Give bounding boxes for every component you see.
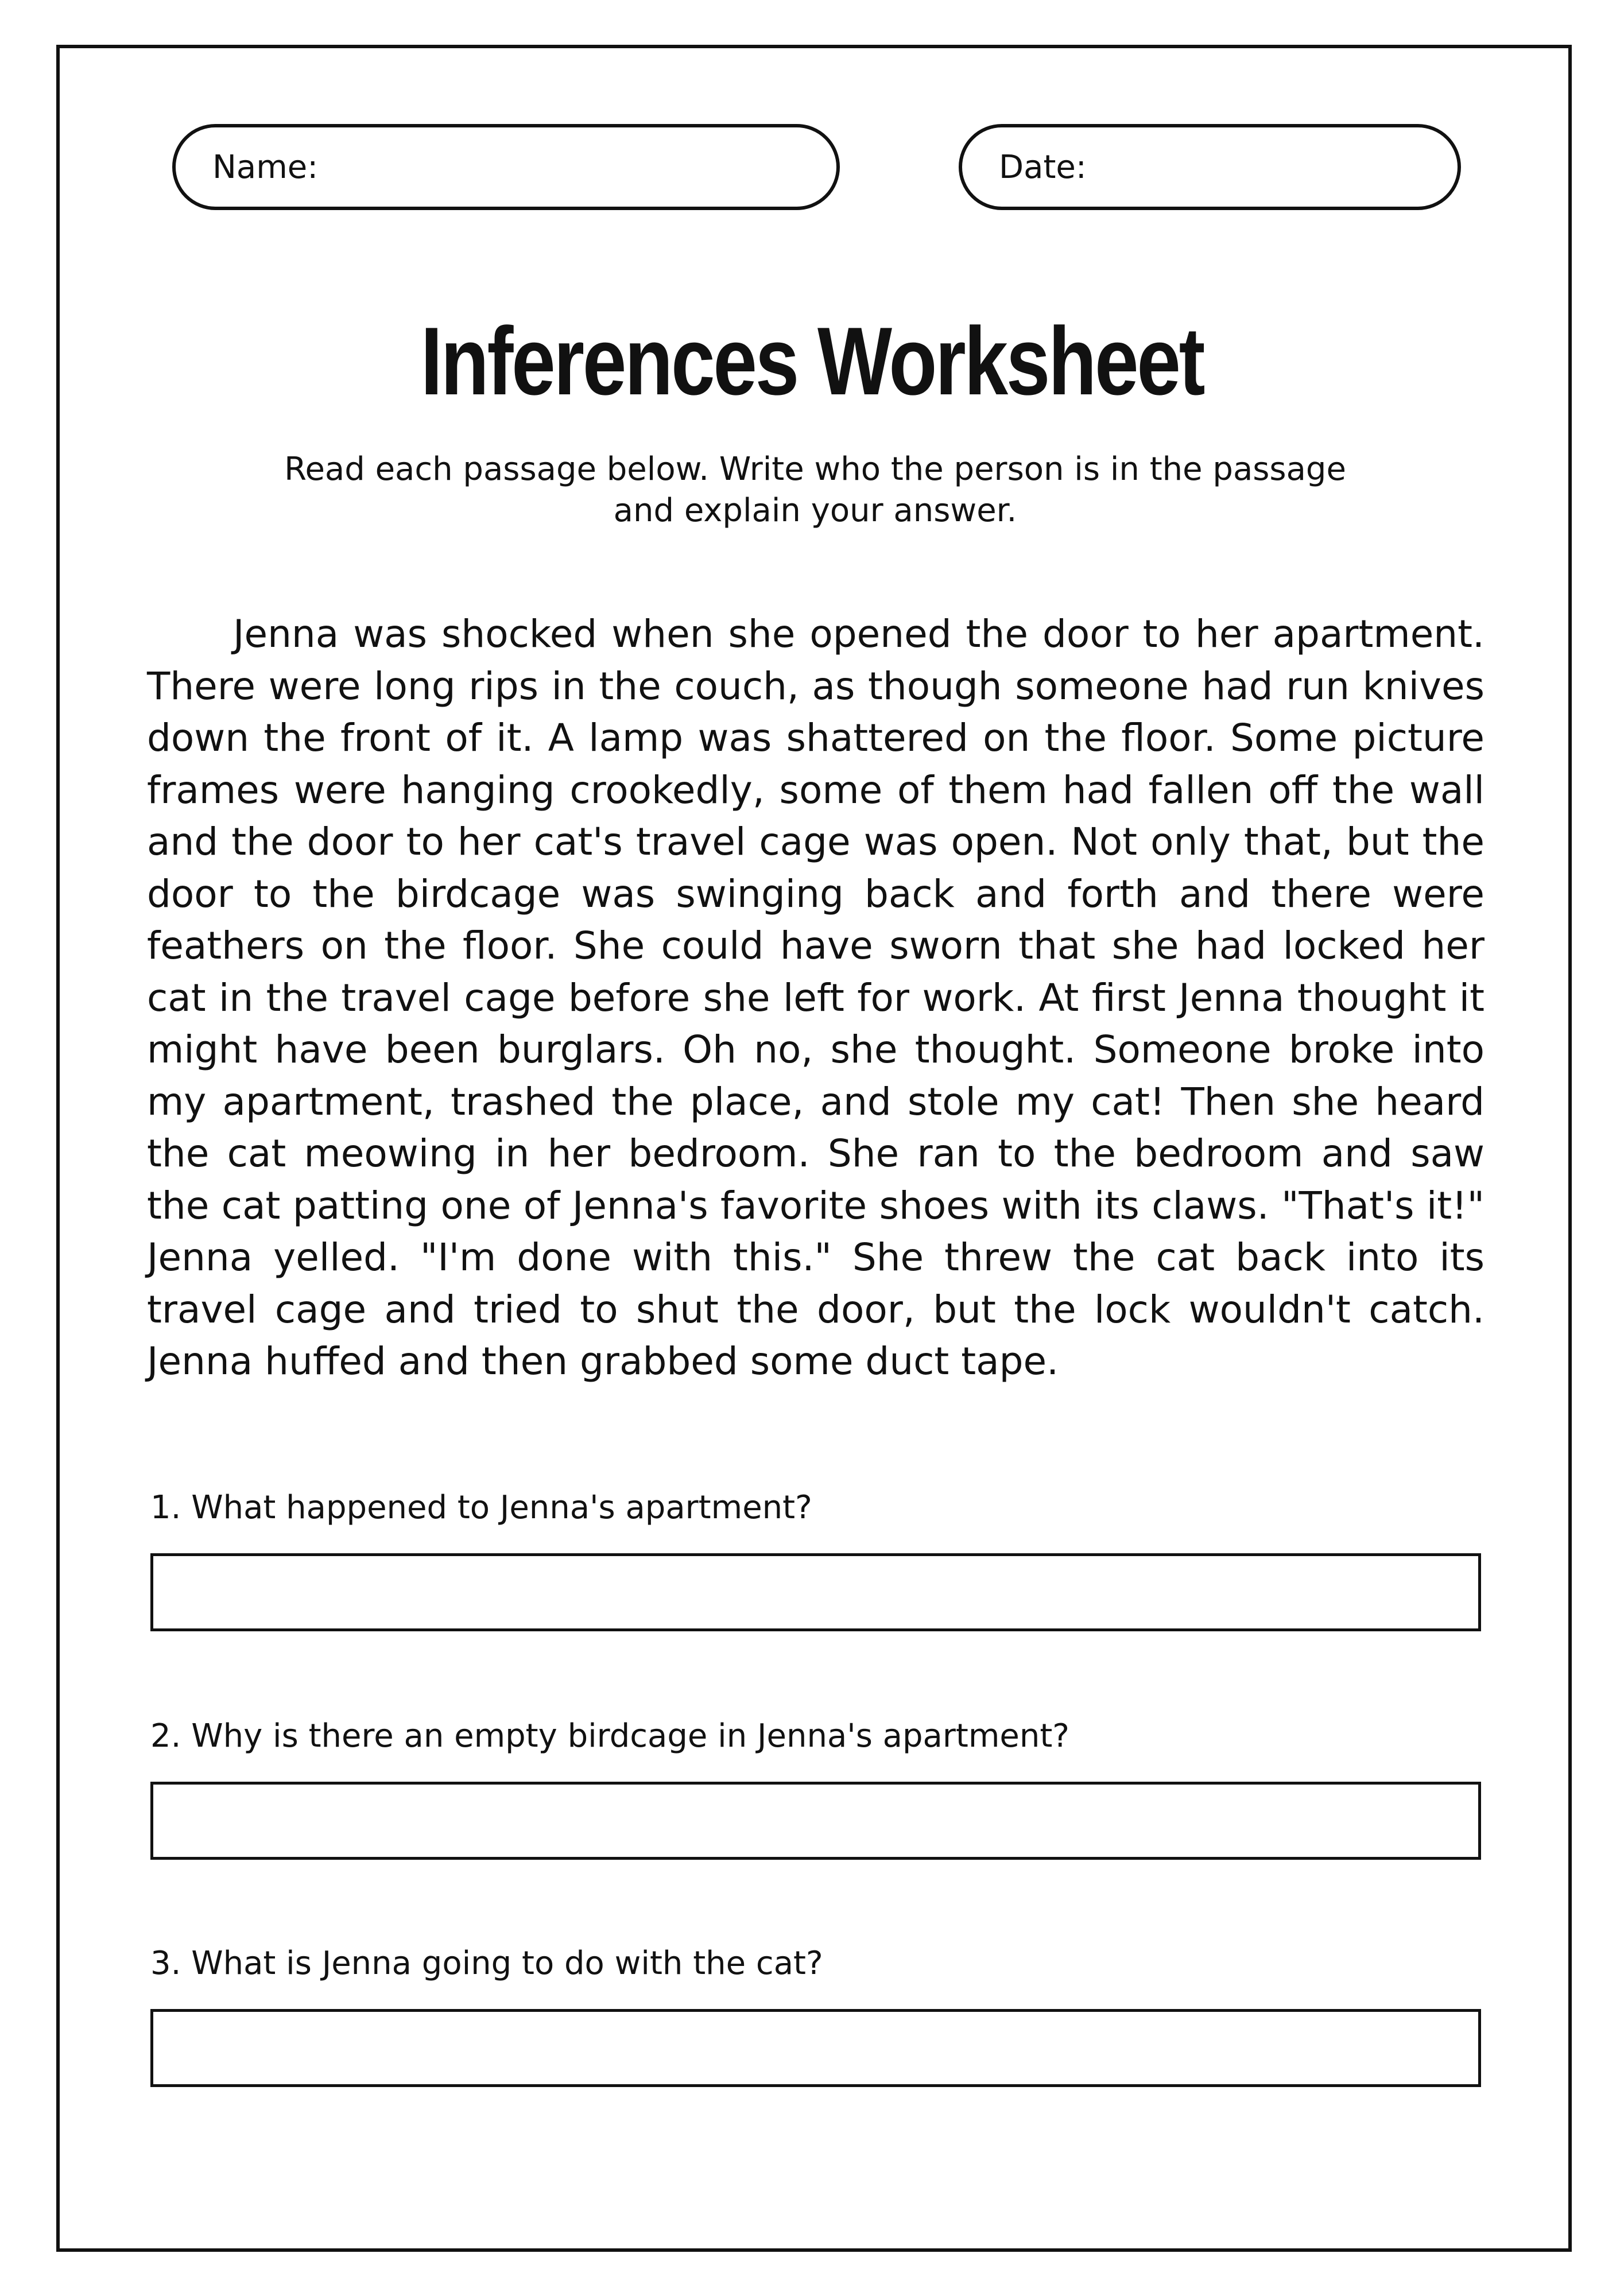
name-label: Name:	[212, 148, 319, 186]
date-field[interactable]	[959, 124, 1461, 210]
question-2: 2. Why is there an empty birdcage in Jenna's apartment?	[150, 1717, 1070, 1755]
question-3: 3. What is Jenna going to do with the cat?	[150, 1945, 823, 1982]
worksheet-title: Inferences Worksheet	[420, 307, 1204, 415]
instructions	[241, 449, 1389, 532]
reading-passage: Jenna was shocked when she opened the door to her apartment. There were long rips in the couch, as though someone had run knives down the front of it. A lamp was shattered on the floor. Some picture frames were hanging crookedly, some of them had fallen off the wall and the door to her cat's travel cage was open. Not only that, but the door to the birdcage was swinging back and forth and there were feathers on the floor. She could have sworn that she had locked her cat in the travel cage before she left for work. At first Jenna thought it might have been burglars. Oh no, she thought. Someone broke into my apartment, trashed the place, and stole my cat! Then she heard the cat meowing in her bedroom. She ran to the bedroom and saw the cat patting one of Jenna's favorite shoes with its claws. "That's it!" Jenna yelled. "I'm done with this." She threw the cat back into its travel cage and tried to shut the door, but the lock wouldn't catch. Jenna huffed and then grabbed some duct tape.	[147, 612, 1485, 1383]
name-field[interactable]	[172, 124, 840, 210]
answer-box-3[interactable]	[150, 2009, 1481, 2087]
date-label: Date:	[999, 148, 1087, 186]
answer-box-2[interactable]	[150, 1782, 1481, 1860]
question-1: 1. What happened to Jenna's apartment?	[150, 1489, 812, 1526]
instructions-line-2: and explain your answer.	[613, 492, 1017, 529]
instructions-line-1: Read each passage below. Write who the person is in the passage	[284, 451, 1346, 488]
answer-box-1[interactable]	[150, 1553, 1481, 1631]
